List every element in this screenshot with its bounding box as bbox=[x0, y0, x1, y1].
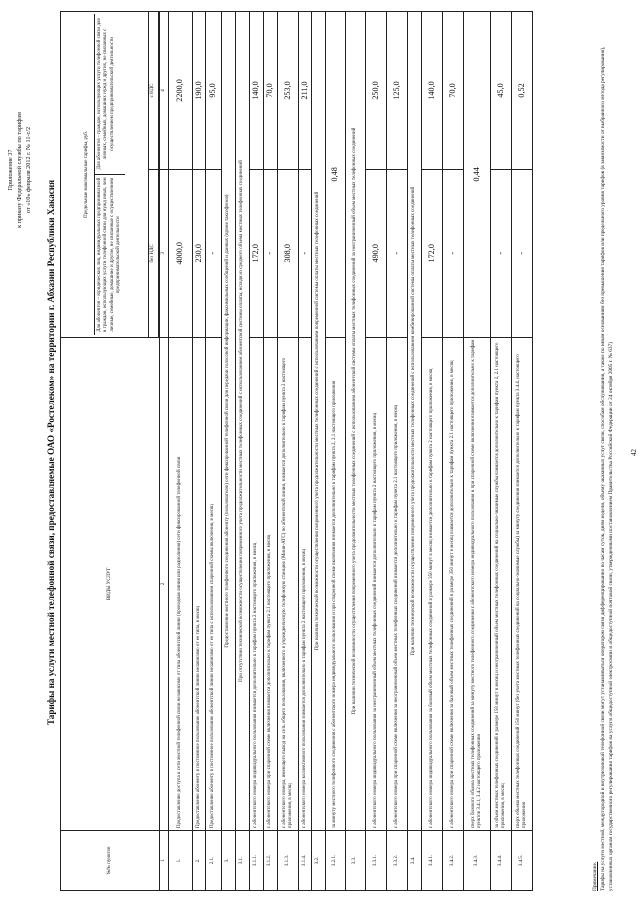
column-header-citizens: Для абонентов - граждан, использующих услуги телефонной связи для личных, семейных, домашних нужд и других, не связанных с осуществлением предпринимательской деятельности bbox=[96, 18, 115, 170]
tariff-legal: 172,0 bbox=[250, 169, 264, 337]
row-number: 3.1.1. bbox=[250, 831, 264, 891]
tariff-citizen: 253,0 bbox=[278, 12, 299, 170]
order-date: от «10» февраля 2012 г. № 11-с/2 bbox=[25, 126, 32, 214]
tariff-common: 0,44 bbox=[464, 12, 491, 338]
row-number: 2. bbox=[193, 831, 206, 891]
tariff-citizen: 95,0 bbox=[206, 12, 222, 170]
vat-legal-label: без НДС bbox=[149, 169, 159, 337]
note-text: Тарифы на услуги местной, междугородной и внутризоновой телефонной связи могут устанавливаться оператором связи дифференцированно по часам суток, дням недели, объему оказанных услуг связи, способам обслуживания, а также по иным основаниям без превышения тарифов или предельного уровня тарифов (в зависимости от выбранного метода регулирования), установленных органом государственного регулирования тарифов на услуги общедоступной электросвязи и общедоступной почтовой связи, утвержденными постановлением Правительства Российской Федерации от 24 октября 2005 г. № 637) bbox=[600, 46, 614, 891]
tariff-common: 0,48 bbox=[326, 12, 346, 338]
column-number: 4 bbox=[159, 12, 169, 170]
tariff-citizen: 250,0 bbox=[366, 12, 387, 170]
section-row bbox=[346, 12, 366, 891]
tariff-citizen: 70,0 bbox=[264, 12, 278, 170]
tariff-citizen: 140,0 bbox=[422, 12, 443, 170]
service-description: Предоставление доступа к сети местной телефонной связи независимо от типа абонентской линии (проводная линия или радиолиния) сети фиксированной телефонной связи bbox=[169, 337, 193, 830]
section-heading: При наличии технической возможности осуществления повременного учета продолжительности местных телефонных соединений с использованием комбинированной системы оплаты местных телефонных соединений bbox=[408, 12, 422, 831]
tariff-legal: - bbox=[443, 169, 464, 337]
table-row bbox=[250, 12, 264, 891]
column-header-max-tariffs bbox=[61, 12, 149, 338]
section-heading: При отсутствии технической возможности осуществления повременного учета продолжительности местных телефонных соединений с использованием абонентской системы оплаты, исходя из среднего объема местных телефонных соединений bbox=[236, 12, 250, 831]
table-row bbox=[366, 12, 387, 891]
row-number: 3.2.1. bbox=[326, 831, 346, 891]
service-description: за минуту местного телефонного соединения с абонентского номера индивидуального пользования и при спаренной схеме включения взимается дополнительно к тарифам пункта 2, 2.1 настоящего приложения bbox=[326, 337, 346, 830]
appendix-label: Приложение 37 bbox=[7, 149, 14, 191]
row-number: 3.4.1. bbox=[422, 831, 443, 891]
row-number: 3.4. bbox=[408, 831, 422, 891]
table-row bbox=[169, 12, 193, 891]
service-description: с абонентского номера при спаренной схеме включения за базовый объем местных телефонных соединений в размере 350 минут в месяц взимается дополнительно к тарифам пункта 2.1 настоящего приложения, в месяц bbox=[443, 337, 464, 830]
table-header-row bbox=[61, 12, 149, 891]
table-row bbox=[278, 12, 299, 891]
tariff-legal: 308,0 bbox=[278, 169, 299, 337]
row-number: 3.4.2. bbox=[443, 831, 464, 891]
tariff-legal: - bbox=[299, 169, 312, 337]
tariff-citizen: 211,0 bbox=[299, 12, 312, 170]
section-row bbox=[236, 12, 250, 891]
column-header-legal: Для абонентов – юридических лиц, индивидуальных предпринимателей и граждан, использующих услуги телефонной связи для нужд иных, чем личные, семейные, домашние и другие, не связанные с осуществлением предпринимательской деятельности bbox=[95, 174, 125, 335]
service-description: с абонентского номера индивидуального пользования за неограниченный объем местных телефонных соединений взимается дополнительно к тарифам пункта 2 настоящего приложения, в месяц bbox=[366, 337, 387, 830]
section-heading: При наличии технической возможности осуществления повременного учета продолжительности местных телефонных соединений с использованием абонентской системы оплаты местных телефонных соединений за неограниченный объем местных телефонных соединений bbox=[346, 12, 366, 831]
service-description: с абонентского номера индивидуального пользования за базовый объем местных телефонных соединений в размере 350 минут в месяц взимается дополнительно к тарифам пункта 2 настоящего приложения, в месяц bbox=[422, 337, 443, 830]
page-number: 42 bbox=[630, 449, 638, 456]
max-tariffs-caption: Предельные максимальные тарифы, руб. bbox=[84, 130, 90, 218]
order-reference: к приказу Федеральной службы по тарифам bbox=[16, 112, 23, 228]
column-number: 2 bbox=[159, 337, 169, 830]
tariff-citizen: 2200,0 bbox=[169, 12, 193, 170]
service-description: сверх объема местных телефонных соединений 150 минут (без учета местных телефонных соединений на социально-значимые службы) за минуту соединения взимается дополнительно к тарифам пункта 3.4.4. настоящего приложения bbox=[512, 337, 533, 830]
service-description: с абонентского номера при спаренной схеме включения за неограниченный объем местных телефонных соединений взимается дополнительно к тарифам пункта 2.1 настоящего приложения, в месяц bbox=[387, 337, 408, 830]
service-description: с абонентского номера, имеющего выход на сеть общего пользования, включенного в учрежденческую телефонную станцию (Мини-АТС) по абонентской линии, взимается дополнительно к тарифам пункта 2 настоящего приложения, в месяц bbox=[278, 337, 299, 830]
table-row bbox=[299, 12, 312, 891]
tariff-citizen: 45,0 bbox=[491, 12, 512, 170]
row-number: 3.4.4. bbox=[491, 831, 512, 891]
tariff-table bbox=[60, 11, 533, 891]
row-number: 3.1.4. bbox=[299, 831, 312, 891]
service-description: Предоставление абоненту в постоянное пользование абонентской линии независимо от ее типа с использованием спаренной схемы включения, в месяц bbox=[206, 337, 222, 830]
row-number: 3.1.2. bbox=[264, 831, 278, 891]
service-description: с абонентского номера при спаренной схеме включения взимается дополнительно к тарифам пункта 2.1 настоящего приложения, в месяц bbox=[264, 337, 278, 830]
service-description: Предоставление абоненту в постоянное пользование абонентской линии независимо от ее типа, в месяц bbox=[193, 337, 206, 830]
tariff-citizen: 125,0 bbox=[387, 12, 408, 170]
tariff-legal: - bbox=[512, 169, 533, 337]
row-number: 3.4.5. bbox=[512, 831, 533, 891]
row-number: 3.4.3. bbox=[464, 831, 491, 891]
table-row bbox=[193, 12, 206, 891]
column-header-number: №№ пунктов bbox=[61, 831, 160, 891]
service-description: сверх базового объема местных телефонных соединений за минуту местного телефонного соединения с абонентского номера индивидуального пользования и при спаренной схеме включения взимается дополнительно к тарифам пунктов 3.4.1, 3.4.2 настоящего приложения bbox=[464, 337, 491, 830]
section-heading: Предоставление местного телефонного соединения абоненту (пользователю) сети фиксированной телефонной связи для передачи голосовой информации, факсимильных сообщений и данных (кроме таксофонов) bbox=[222, 12, 236, 831]
table-row bbox=[264, 12, 278, 891]
tariff-legal: - bbox=[264, 169, 278, 337]
tariff-citizen: 70,0 bbox=[443, 12, 464, 170]
tariff-citizen: 140,0 bbox=[250, 12, 264, 170]
table-row bbox=[387, 12, 408, 891]
table-row bbox=[443, 12, 464, 891]
row-number: 3.3. bbox=[346, 831, 366, 891]
row-number: 3. bbox=[222, 831, 236, 891]
tariff-legal: 4000,0 bbox=[169, 169, 193, 337]
row-number: 3.2. bbox=[312, 831, 326, 891]
tariff-citizen: 190,0 bbox=[193, 12, 206, 170]
section-heading: При наличии технической возможности осуществления повременного учета продолжительности местных телефонных соединений с использованием повременной системы оплаты местных телефонных соединений bbox=[312, 12, 326, 831]
row-number: 2.1. bbox=[206, 831, 222, 891]
table-row bbox=[206, 12, 222, 891]
tariff-legal: - bbox=[387, 169, 408, 337]
tariff-legal: 230,0 bbox=[193, 169, 206, 337]
tariff-legal: 490,0 bbox=[366, 169, 387, 337]
tariff-legal: 172,0 bbox=[422, 169, 443, 337]
section-row bbox=[408, 12, 422, 891]
column-header-services: ВИДЫ УСЛУГ bbox=[61, 337, 160, 830]
service-description: за объем местных телефонных соединений в размере 150 минут в месяц и неограниченный объем местных телефонных соединений на социально-значимые службы взимается дополнительно к тарифам пункта 2, 2.1 настоящего приложения, в месяц bbox=[491, 337, 512, 830]
vat-citizens-label: с НДС bbox=[149, 12, 159, 170]
table-row bbox=[422, 12, 443, 891]
row-number: 3.3.1. bbox=[366, 831, 387, 891]
row-number: 3.1. bbox=[236, 831, 250, 891]
column-number: 1 bbox=[159, 831, 169, 891]
document-title: Тарифы на услуги местной телефонной связи, предоставляемые ОАО «Ростелеком» на территории г. Абхазии Республики Хакасия bbox=[46, 179, 56, 726]
note-heading: Примечание. bbox=[592, 861, 598, 891]
table-row bbox=[464, 12, 491, 891]
row-number: 3.1.3. bbox=[278, 831, 299, 891]
table-row bbox=[512, 12, 533, 891]
row-number: 3.3.2. bbox=[387, 831, 408, 891]
tariff-legal: - bbox=[206, 169, 222, 337]
table-row bbox=[326, 12, 346, 891]
row-number: 1. bbox=[169, 831, 193, 891]
column-number: 3 bbox=[159, 169, 169, 337]
service-description: с абонентского номера индивидуального пользования взимается дополнительно к тарифам пункта 2 настоящего приложения, в месяц bbox=[250, 337, 264, 830]
tariff-legal: - bbox=[491, 169, 512, 337]
column-number-row bbox=[159, 12, 169, 891]
section-row bbox=[312, 12, 326, 891]
service-description: с абонентского номера коллективного пользования взимается дополнительно к тарифам пункта 2 настоящего приложения, в месяц bbox=[299, 337, 312, 830]
section-row bbox=[222, 12, 236, 891]
tariff-citizen: 0,52 bbox=[512, 12, 533, 170]
table-row bbox=[491, 12, 512, 891]
